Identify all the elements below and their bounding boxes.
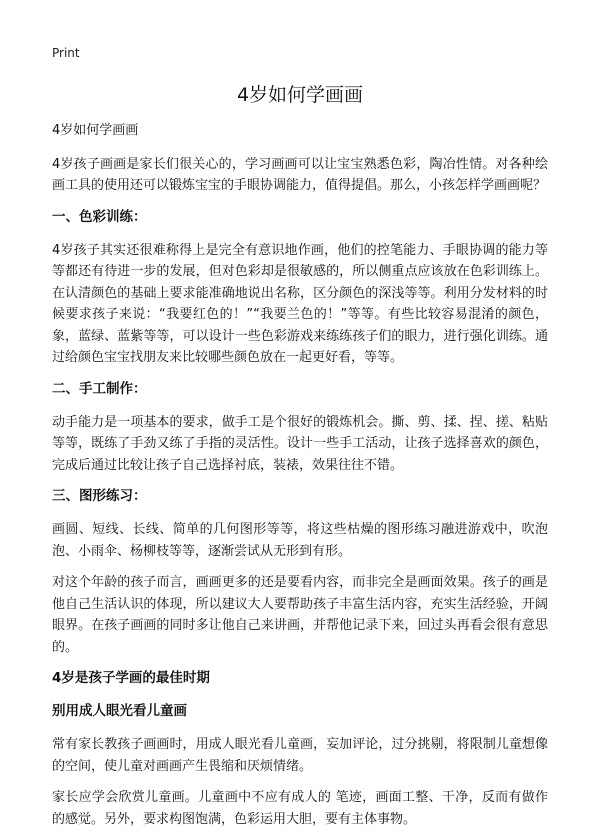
print-link[interactable]: Print bbox=[52, 46, 80, 60]
section-paragraph-content-focus: 对这个年龄的孩子而言，画画更多的还是要看内容，而非完全是画面效果。孩子的画是他自己生活认识的体现，所以建议大人要帮助孩子丰富生活内容，充实生活经验，开阔眼界。在孩子画画的同时多让他自己来讲画，并帮他记录下来，回过头再看会很有意思的。 bbox=[52, 575, 548, 655]
intro-paragraph: 4岁孩子画画是家长们很关心的，学习画画可以让宝宝熟悉色彩，陶冶性情。对各种绘画工具的使用还可以锻炼宝宝的手眼协调能力，值得提倡。那么，小孩怎样学画画呢？ bbox=[52, 156, 548, 193]
section-heading-handcraft: 二、手工制作： bbox=[52, 380, 147, 397]
section-paragraph-adult-view: 常有家长教孩子画画时，用成人眼光看儿童画，妄加评论，过分挑剔，将限制儿童想像的空间，使儿童对画画产生畏缩和厌烦情绪。 bbox=[52, 737, 548, 774]
article-body bbox=[52, 120, 548, 840]
article-subtitle: 4岁如何学画画 bbox=[52, 123, 139, 138]
section-paragraph-appreciate: 家长应学会欣赏儿童画。儿童画中不应有成人的 笔迹，画面工整、干净，反而有做作的感觉。另外，要求构图饱满，色彩运用大胆，要有主体事物。 bbox=[52, 790, 548, 827]
section-heading-shape-practice: 三、图形练习： bbox=[52, 488, 147, 504]
section-paragraph-color-training: 4岁孩子其实还很难称得上是完全有意识地作画，他们的控笔能力、手眼协调的能力等等都还有待进一步的发展，但对色彩却是很敏感的，所以侧重点应该放在色彩训练上。在认清颜色的基础上要求能准确地说出名称，区分颜色的深浅等等。利用分发材料的时候要求孩子来说：“我要红色的！”“我要兰色的！”等等。有些比较容易混淆的颜色，象，蓝绿、蓝紫等等，可以设计一些色彩游戏来练练孩子们的眼力，进行强化训练。通过给颜色宝宝找朋友来比较哪些颜色放在一起更好看，等等。 bbox=[52, 242, 548, 365]
section-heading-color-training: 一、色彩训练： bbox=[52, 208, 147, 225]
section-paragraph-shape-practice: 画圆、短线、长线、简单的几何图形等等，将这些枯燥的图形练习融进游戏中，吹泡泡、小雨伞、杨柳枝等等，逐渐尝试从无形到有形。 bbox=[52, 522, 548, 559]
page-title: 4岁如何学画画 bbox=[236, 84, 364, 106]
section-paragraph-handcraft: 动手能力是一项基本的要求，做手工是个很好的锻炼机会。撕、剪、揉、捏、搓、粘贴等等，既练了手劲又练了手指的灵活性。设计一些手工活动，让孩子选择喜欢的颜色，完成后通过比较让孩子自己选择衬底，装裱，效果往往不错。 bbox=[52, 414, 548, 473]
section-heading-best-age: 4岁是孩子学画的最佳时期 bbox=[52, 670, 210, 686]
section-heading-child-perspective: 别用成人眼光看儿童画 bbox=[52, 703, 187, 719]
